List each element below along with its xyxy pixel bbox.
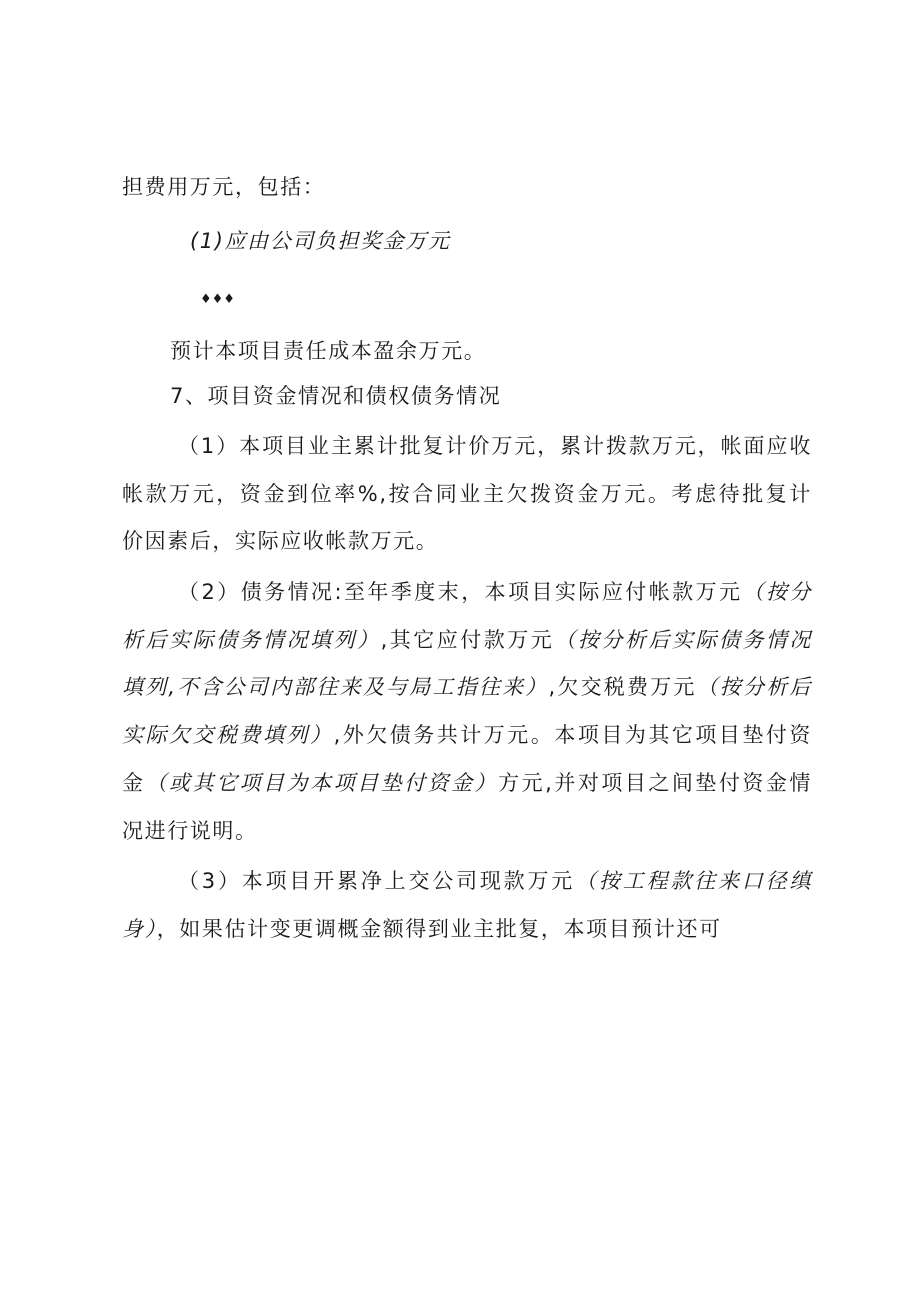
item-2-line-3: ,欠交税费万元: [548, 675, 697, 699]
italic-note: 析后实际债务情况填列）: [122, 628, 381, 652]
item-2-line-5b: 方元,并对项目之间垫付资金情: [498, 771, 812, 795]
text-continuation: 担费用万元，包括：: [122, 175, 326, 199]
italic-note: 填列,不含公司内部往来及与局工指往来）: [122, 675, 549, 699]
paragraph-line: [122, 672, 812, 702]
item-3-line-2: ，如果估计变更调概金额得到业主批复，本项目预计还可: [156, 917, 722, 941]
paragraph-line: [178, 577, 812, 607]
list-item-bonus: (1)应由公司负担奖金万元: [190, 229, 451, 253]
paragraph-line: [122, 914, 812, 944]
diamond-separator: ♦♦♦: [200, 292, 235, 307]
paragraph-line: [122, 768, 812, 798]
surplus-estimate-text: 预计本项目责任成本盈余万元。: [170, 339, 487, 363]
paragraph-line: [122, 625, 812, 655]
paragraph-line: [170, 336, 860, 366]
italic-note: （按分: [742, 580, 812, 604]
italic-note: 身）: [122, 917, 157, 941]
italic-note: （按工程款往来口径缜: [575, 869, 813, 893]
section-7-title: 7、项目资金情况和债权债务情况: [170, 384, 502, 408]
italic-note: （按分析后: [696, 675, 813, 699]
item-2-line-1: （2）债务情况:至年季度末，本项目实际应付帐款万元: [178, 580, 743, 604]
paragraph-line: [122, 526, 812, 556]
paragraph-line: [122, 720, 812, 750]
italic-note: （或其它项目为本项目垫付资金）: [145, 771, 499, 795]
section-heading: [170, 381, 860, 411]
italic-note: 实际欠交税费填列）: [122, 723, 334, 747]
item-1-line-2: 帐款万元，资金到位率%,按合同业主欠拨资金万元。考虑待批复计: [122, 482, 812, 506]
item-2-line-2: ,其它应付款万元: [380, 628, 555, 652]
paragraph-line: [178, 431, 812, 461]
item-3-line-1: （3）本项目开累净上交公司现款万元: [178, 869, 576, 893]
item-2-line-4: ,外欠债务共计万元。本项目为其它项目垫付资: [333, 723, 812, 747]
item-1-line-1: （1）本项目业主累计批复计价万元，累计拨款万元，帐面应收: [178, 434, 812, 458]
item-2-line-5: 金: [122, 771, 146, 795]
paragraph-line: [122, 816, 812, 846]
paragraph-line: [122, 479, 812, 509]
paragraph-line: [178, 866, 812, 896]
paragraph-line: [122, 172, 812, 202]
item-1-line-3: 价因素后，实际应收帐款万元。: [122, 529, 439, 553]
paragraph-line: [190, 226, 880, 256]
italic-note: （按分析后实际债务情况: [554, 628, 812, 652]
item-2-line-6: 况进行说明。: [122, 819, 258, 843]
